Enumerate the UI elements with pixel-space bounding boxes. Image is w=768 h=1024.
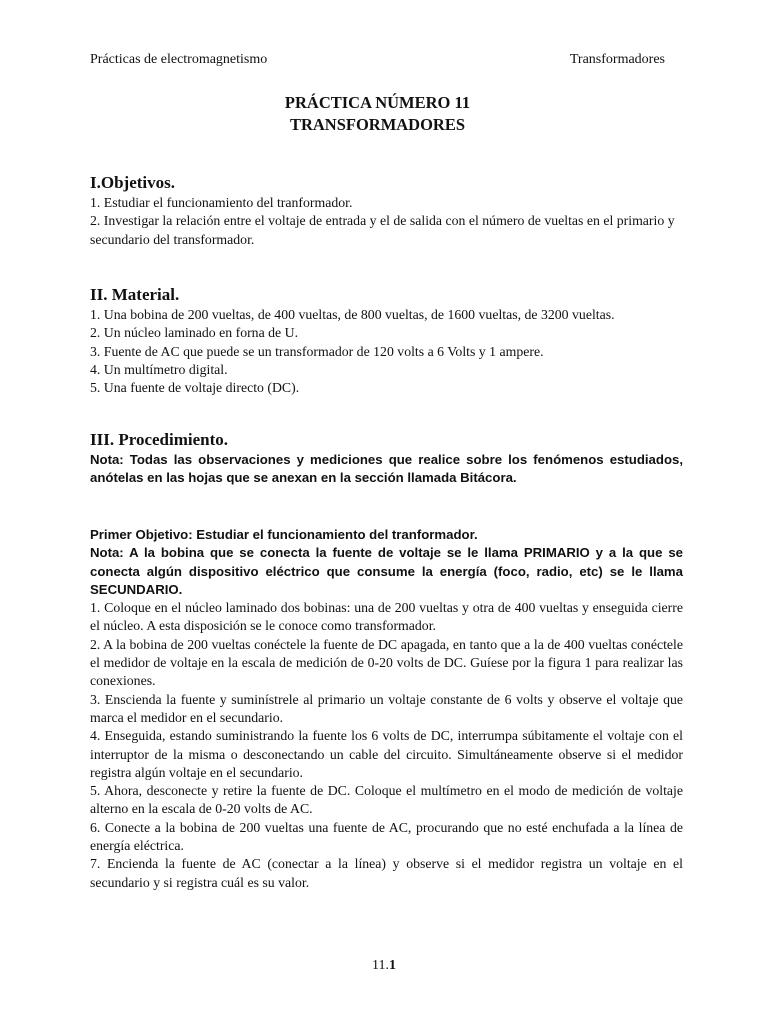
step-item: 5. Ahora, desconecte y retire la fuente de DC. Coloque el multímetro en el modo de medición de voltaje alterno en la escala de 0-20 volts de AC. xyxy=(90,783,683,817)
title-line-1: PRÁCTICA NÚMERO 11 xyxy=(284,93,471,112)
step-item: 7. Encienda la fuente de AC (conectar a la línea) y observe si el medidor registra un voltaje en el secundario y si registra cuál es su valor. xyxy=(90,856,683,890)
running-header xyxy=(90,52,665,68)
procedimiento-nota: Nota: Todas las observaciones y mediciones que realice sobre los fenómenos estudiados, anótelas en las hojas que se anexan en la sección llamada Bitácora. xyxy=(90,452,683,486)
objetivo-item: 1. Estudiar el funcionamiento del tranformador. xyxy=(90,195,353,210)
step-item: 1. Coloque en el núcleo laminado dos bobinas: una de 200 vueltas y otra de 400 vueltas y enseguida cierre el núcleo. A esta disposición se le conoce como transformador. xyxy=(90,600,683,634)
section-material xyxy=(90,284,683,397)
page-title xyxy=(90,92,665,136)
step-item: 4. Enseguida, estando suministrando la fuente los 6 volts de DC, interrumpa súbitamente el voltaje con el interruptor de la misma o desconectando un cable del circuito. Simultáneamente observe si el medidor registra algún voltaje en el secundario. xyxy=(90,728,683,780)
primer-objetivo-heading: Primer Objetivo: Estudiar el funcionamiento del tranformador. xyxy=(90,527,478,542)
header-left: Prácticas de electromagnetismo xyxy=(90,52,268,67)
section-objetivos xyxy=(90,172,683,249)
page-number-prefix: 11. xyxy=(372,958,389,973)
title-line-2: TRANSFORMADORES xyxy=(289,115,466,134)
primario-secundario-nota: Nota: A la bobina que se conecta la fuente de voltaje se le llama PRIMARIO y a la que se conecta algún dispositivo eléctrico que consume la energía (foco, radio, etc) se le llama SECUNDARIO. xyxy=(90,545,683,597)
objetivos-heading: I.Objetivos. xyxy=(90,173,175,192)
section-procedimiento xyxy=(90,429,683,488)
material-item: 5. Una fuente de voltaje directo (DC). xyxy=(90,380,300,396)
material-item: 1. Una bobina de 200 vueltas, de 400 vueltas, de 800 vueltas, de 1600 vueltas, de 3200 vueltas. xyxy=(90,307,615,322)
page-number: 1 xyxy=(388,958,396,973)
material-item: 3. Fuente de AC que puede se un transformador de 120 volts a 6 Volts y 1 ampere. xyxy=(90,343,544,359)
material-item: 2. Un núcleo laminado en forna de U. xyxy=(90,325,299,341)
header-right: Transformadores xyxy=(569,52,665,67)
section-primer-objetivo xyxy=(90,526,683,892)
step-item: 6. Conecte a la bobina de 200 vueltas una fuente de AC, procurando que no esté enchufada a la línea de energía eléctrica. xyxy=(90,819,683,854)
procedimiento-heading: III. Procedimiento. xyxy=(90,430,229,449)
page-footer xyxy=(0,958,768,974)
step-item: 2. A la bobina de 200 vueltas conéctele la fuente de DC apagada, en tanto que a la de 400 vueltas conéctele el medidor de voltaje en la escala de medición de 0-20 volts de DC. Guíese por la figura 1 para realizar las conexiones. xyxy=(90,636,683,689)
material-item: 4. Un multímetro digital. xyxy=(90,361,228,377)
objetivo-item: 2. Investigar la relación entre el voltaje de entrada y el de salida con el número de vueltas en el primario y secundario del transformador. xyxy=(90,213,675,247)
material-heading: II. Material. xyxy=(90,285,180,304)
step-item: 3. Enscienda la fuente y suminístrele al primario un voltaje constante de 6 volts y observe el voltaje que marca el medidor en el secundario. xyxy=(90,691,683,725)
